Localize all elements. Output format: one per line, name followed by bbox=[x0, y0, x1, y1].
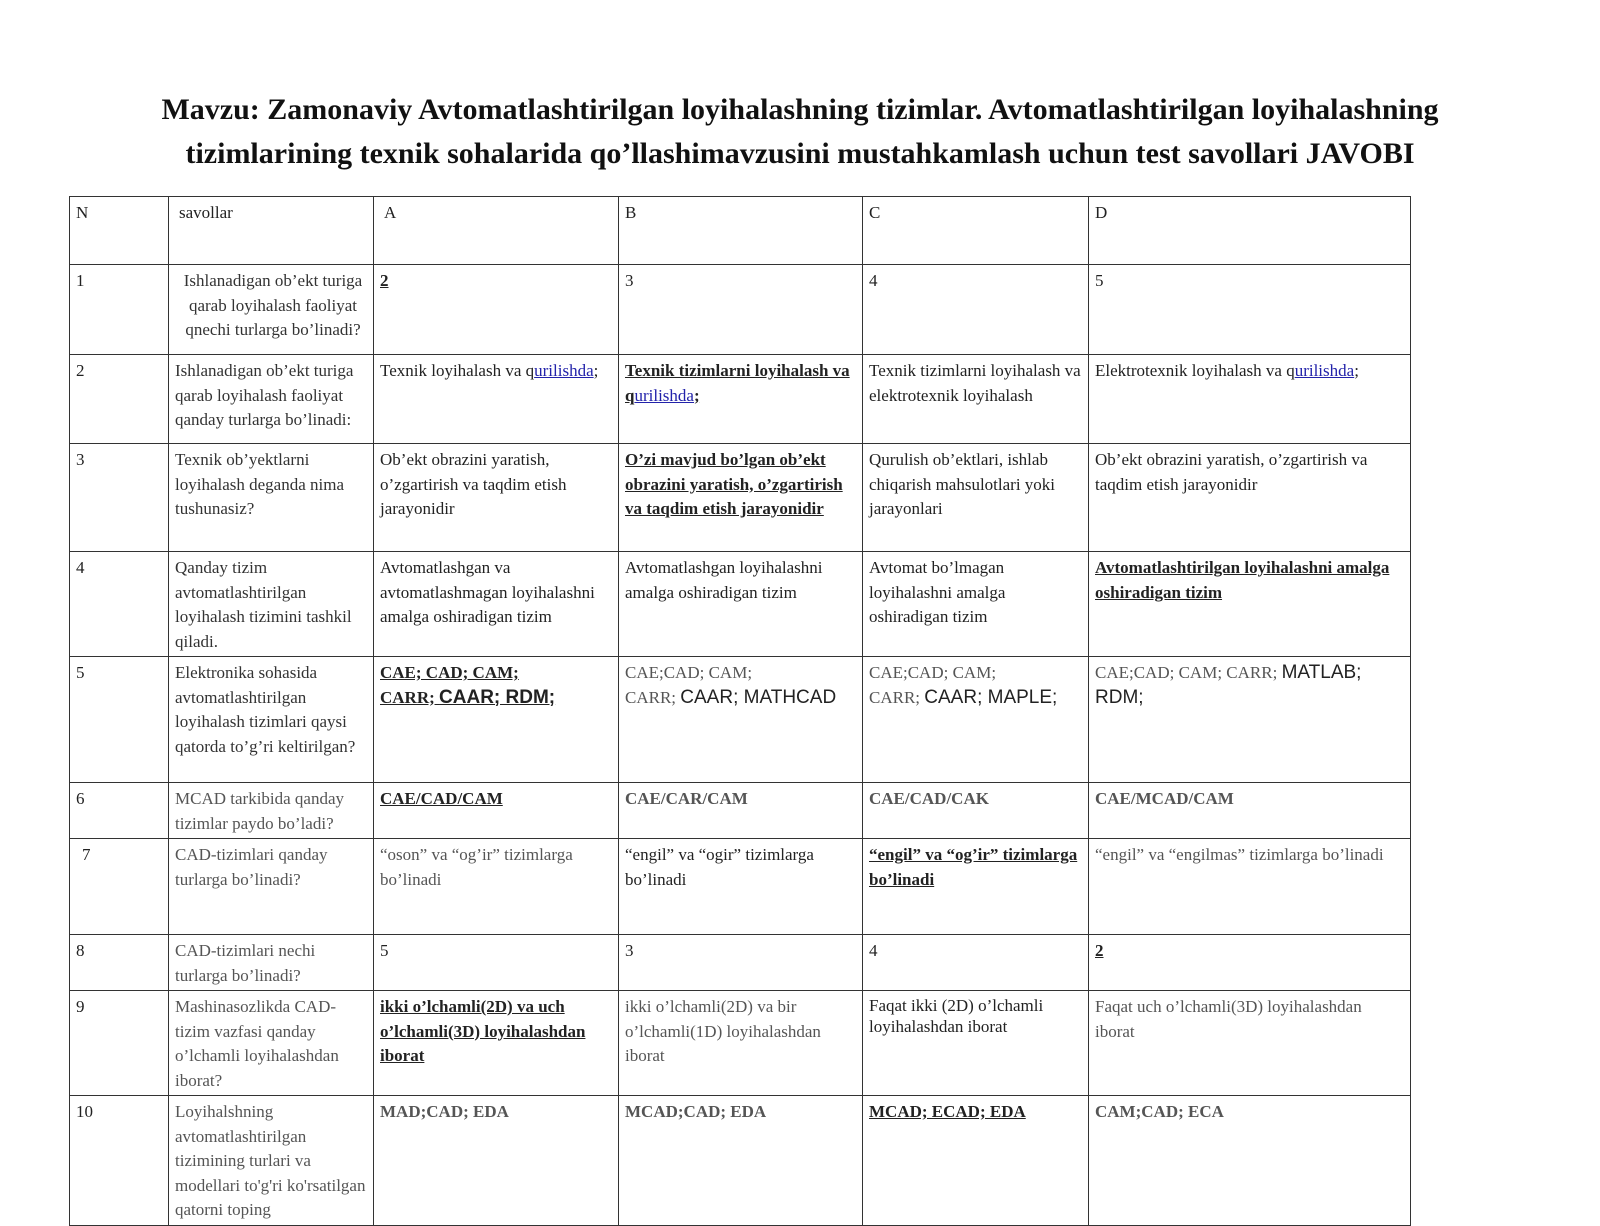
option-link[interactable]: urilishda bbox=[534, 361, 594, 380]
option-b: Avtomatlashgan loyihalashni amalga oshiradigan tizim bbox=[619, 552, 863, 657]
question-cell: CAD-tizimlari nechi turlarga bo’linadi? bbox=[169, 935, 374, 991]
option-b: MCAD;CAD; EDA bbox=[619, 1096, 863, 1226]
question-cell: Qanday tizim avtomatlashtirilgan loyihalash tizimini tashkil qiladi. bbox=[169, 552, 374, 657]
question-cell: Elektronika sohasida avtomatlashtirilgan loyihalash tizimlari qaysi qatorda to’g’ri keltirilgan? bbox=[169, 657, 374, 783]
option-d: CAE/MCAD/CAM bbox=[1089, 783, 1411, 839]
correct-answer: CAE/CAD/CAM bbox=[380, 789, 503, 808]
row-number: 6 bbox=[70, 783, 169, 839]
correct-answer-text: ; bbox=[693, 385, 700, 405]
option-link[interactable]: urilishda bbox=[634, 385, 694, 405]
table-row bbox=[70, 1096, 1411, 1226]
document-title bbox=[0, 88, 1600, 176]
title-line-2: tizimlarining texnik sohalarida qo’llashimavzusini mustahkamlash uchun test savollari JAVOBI bbox=[185, 137, 1415, 170]
row-number: 8 bbox=[70, 935, 169, 991]
table-row bbox=[70, 783, 1411, 839]
option-text: ; bbox=[1354, 361, 1359, 380]
option-text: MATLAB; RDM; bbox=[1095, 662, 1362, 708]
option-b bbox=[619, 657, 863, 783]
correct-answer: O’zi mavjud bo’lgan ob’ekt obrazini yaratish, o’zgartirish va taqdim etish jarayonidir bbox=[625, 450, 843, 518]
option-text: CARR; bbox=[625, 687, 681, 707]
table-row bbox=[70, 444, 1411, 552]
option-d bbox=[1089, 657, 1411, 783]
option-c: 4 bbox=[863, 265, 1089, 355]
option-d bbox=[1089, 355, 1411, 444]
row-number: 5 bbox=[70, 657, 169, 783]
option-b: CAE/CAR/CAM bbox=[619, 783, 863, 839]
option-a: 5 bbox=[374, 935, 619, 991]
row-number: 10 bbox=[70, 1096, 169, 1226]
correct-answer-text: CAAR; RDM; bbox=[439, 686, 556, 708]
question-cell: Loyihalshning avtomatlashtirilgan tizimining turlari va modellari to'g'ri ko'rsatilgan qatorni toping bbox=[169, 1096, 374, 1226]
header-question: savollar bbox=[169, 197, 374, 265]
question-cell: MCAD tarkibida qanday tizimlar paydo bo’ladi? bbox=[169, 783, 374, 839]
header-n: N bbox=[70, 197, 169, 265]
option-d bbox=[1089, 552, 1411, 657]
correct-answer-text: CAE; CAD; CAM; bbox=[380, 663, 519, 682]
correct-answer: 2 bbox=[1095, 941, 1104, 960]
option-d: 5 bbox=[1089, 265, 1411, 355]
option-c: CAE/CAD/CAK bbox=[863, 783, 1089, 839]
option-b: 3 bbox=[619, 935, 863, 991]
row-number: 2 bbox=[70, 355, 169, 444]
option-c bbox=[863, 839, 1089, 935]
correct-answer bbox=[625, 361, 850, 405]
option-d: “engil” va “engilmas” tizimlarga bo’linadi bbox=[1089, 839, 1411, 935]
option-b: “engil” va “ogir” tizimlarga bo’linadi bbox=[619, 839, 863, 935]
correct-answer: ikki o’lchamli(2D) va uch o’lchamli(3D) loyihalashdan iborat bbox=[380, 997, 586, 1065]
option-c: Avtomat bo’lmagan loyihalashni amalga oshiradigan tizim bbox=[863, 552, 1089, 657]
correct-answer: 2 bbox=[380, 271, 389, 290]
row-number: 4 bbox=[70, 552, 169, 657]
option-c: Qurulish ob’ektlari, ishlab chiqarish mahsulotlari yoki jarayonlari bbox=[863, 444, 1089, 552]
header-d: D bbox=[1089, 197, 1411, 265]
option-text: CARR; bbox=[869, 687, 925, 707]
header-a: A bbox=[374, 197, 619, 265]
option-b bbox=[619, 444, 863, 552]
table-row bbox=[70, 355, 1411, 444]
table-row bbox=[70, 935, 1411, 991]
option-text: CAAR; MATHCAD bbox=[680, 686, 837, 708]
option-b: ikki o’lchamli(2D) va bir o’lchamli(1D) loyihalashdan iborat bbox=[619, 991, 863, 1096]
header-b: B bbox=[619, 197, 863, 265]
row-number: 7 bbox=[70, 839, 169, 935]
row-number: 9 bbox=[70, 991, 169, 1096]
question-cell: Ishlanadigan ob’ekt turiga qarab loyihalash faoliyat qnechi turlarga bo’linadi? bbox=[169, 265, 374, 355]
title-line-1: Mavzu: Zamonaviy Avtomatlashtirilgan loyihalashning tizimlar. Avtomatlashtirilgan loyihalashning bbox=[161, 93, 1439, 126]
option-a bbox=[374, 783, 619, 839]
option-d bbox=[1089, 935, 1411, 991]
option-c bbox=[863, 1096, 1089, 1226]
option-text: CAE;CAD; CAM; bbox=[869, 663, 997, 682]
correct-answer: MCAD; ECAD; EDA bbox=[869, 1102, 1026, 1121]
question-cell: Ishlanadigan ob’ekt turiga qarab loyihalash faoliyat qanday turlarga bo’linadi: bbox=[169, 355, 374, 444]
correct-answer-text: CARR; bbox=[380, 687, 440, 707]
option-b bbox=[619, 355, 863, 444]
option-text: CAAR; MAPLE; bbox=[924, 686, 1058, 708]
option-b: 3 bbox=[619, 265, 863, 355]
correct-answer bbox=[380, 663, 555, 707]
table-row bbox=[70, 657, 1411, 783]
option-a bbox=[374, 265, 619, 355]
option-link[interactable]: urilishda bbox=[1294, 361, 1355, 380]
option-a: MAD;CAD; EDA bbox=[374, 1096, 619, 1226]
option-a: Avtomatlashgan va avtomatlashmagan loyihalashni amalga oshiradigan tizim bbox=[374, 552, 619, 657]
option-c: Texnik tizimlarni loyihalash va elektrotexnik loyihalash bbox=[863, 355, 1089, 444]
option-text: Elektrotexnik loyihalash va q bbox=[1095, 361, 1295, 380]
option-text: ; bbox=[593, 361, 599, 380]
option-a bbox=[374, 657, 619, 783]
correct-answer-text: Texnik tizimlarni loyihalash va q bbox=[625, 361, 850, 405]
table-row bbox=[70, 265, 1411, 355]
correct-answer: “engil” va “og’ir” tizimlarga bo’linadi bbox=[869, 845, 1078, 889]
table-row bbox=[70, 839, 1411, 935]
option-d: CAM;CAD; ECA bbox=[1089, 1096, 1411, 1226]
option-c: Faqat ikki (2D) o’lchamli loyihalashdan iborat bbox=[863, 991, 1089, 1096]
table-row bbox=[70, 991, 1411, 1096]
table-row bbox=[70, 552, 1411, 657]
option-text: CAE;CAD; CAM; bbox=[625, 663, 753, 682]
correct-answer: Avtomatlashtirilgan loyihalashni amalga oshiradigan tizim bbox=[1095, 558, 1390, 602]
question-cell: Mashinasozlikda CAD-tizim vazfasi qanday o’lchamli loyihalashdan iborat? bbox=[169, 991, 374, 1096]
option-text: Texnik loyihalash va q bbox=[380, 361, 535, 380]
option-d: Ob’ekt obrazini yaratish, o’zgartirish va taqdim etish jarayonidir bbox=[1089, 444, 1411, 552]
header-c: C bbox=[863, 197, 1089, 265]
row-number: 1 bbox=[70, 265, 169, 355]
option-c bbox=[863, 657, 1089, 783]
option-c: 4 bbox=[863, 935, 1089, 991]
table-header-row bbox=[70, 197, 1411, 265]
option-a: “oson” va “og’ir” tizimlarga bo’linadi bbox=[374, 839, 619, 935]
question-cell: Texnik ob’yektlarni loyihalash deganda nima tushunasiz? bbox=[169, 444, 374, 552]
question-cell: CAD-tizimlari qanday turlarga bo’linadi? bbox=[169, 839, 374, 935]
option-a: Ob’ekt obrazini yaratish, o’zgartirish va taqdim etish jarayonidir bbox=[374, 444, 619, 552]
row-number: 3 bbox=[70, 444, 169, 552]
option-text: CAE;CAD; CAM; CARR; bbox=[1095, 663, 1282, 682]
option-d: Faqat uch o’lchamli(3D) loyihalashdan iborat bbox=[1089, 991, 1411, 1096]
quiz-table bbox=[69, 196, 1411, 1226]
option-a bbox=[374, 355, 619, 444]
option-a bbox=[374, 991, 619, 1096]
